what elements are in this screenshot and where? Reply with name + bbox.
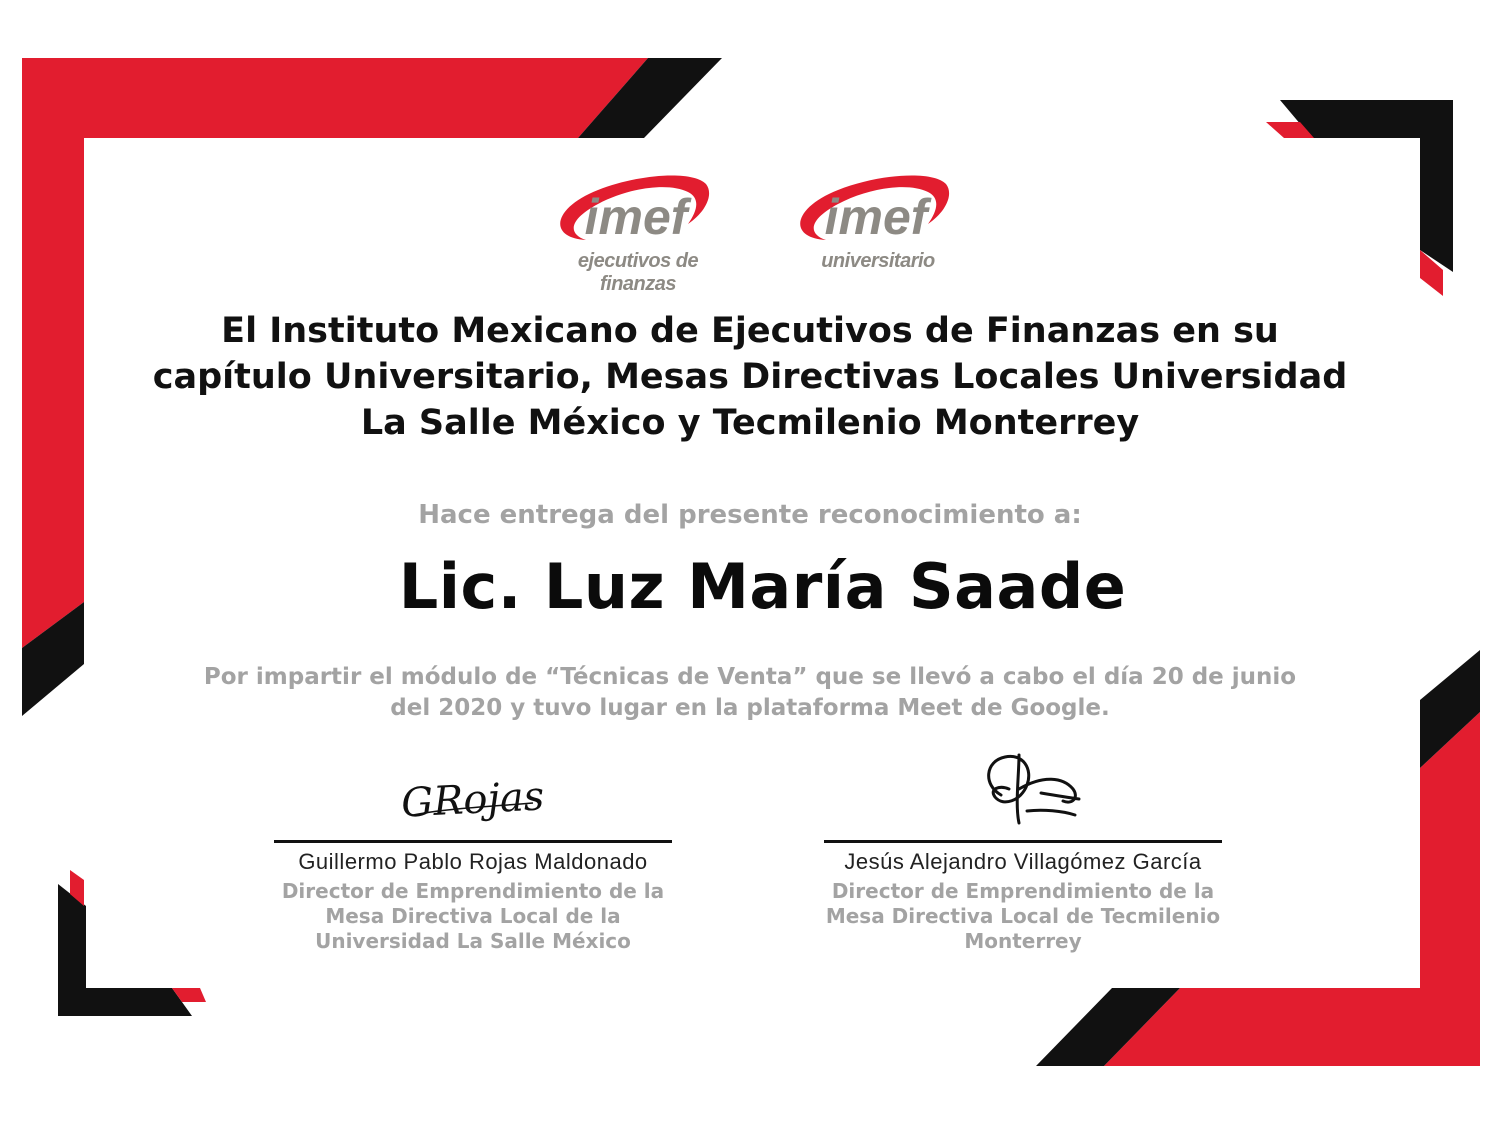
frame-top-right-black [1280, 100, 1453, 272]
logo-wordmark: imef [824, 189, 928, 245]
signature-line [824, 840, 1222, 843]
issuer-heading: El Instituto Mexicano de Ejecutivos de Finanzas en su capítulo Universitario, Mesas Directivas Locales Universidad La Salle México y Tecmilenio Monterrey [152, 311, 1348, 443]
signature-left [373, 745, 573, 840]
logo-subtitle: universitario [821, 250, 935, 272]
signatory-right [808, 745, 1238, 954]
imef-universitario-logo [778, 168, 978, 283]
logo-wordmark: imef [584, 189, 688, 245]
signature-line [274, 840, 672, 843]
imef-swoosh-icon [538, 168, 738, 258]
signature-right [923, 745, 1123, 840]
signatory-left [258, 745, 688, 954]
signatory-role: Director de Emprendimiento de la Mesa Directiva Local de Tecmilenio Monterrey [825, 879, 1221, 953]
recipient-name: Lic. Luz María Saade [398, 550, 1127, 623]
imef-ejecutivos-logo [538, 168, 738, 295]
frame-bottom-left-black [58, 884, 192, 1016]
signatory-name: Guillermo Pablo Rojas Maldonado [298, 849, 648, 874]
imef-swoosh-icon [778, 168, 978, 258]
reason-text: Por impartir el módulo de “Técnicas de Venta” que se llevó a cabo el día 20 de junio del 2020 y tuvo lugar en la plataforma Meet de Google. [203, 664, 1297, 721]
svg-text:GRojas: GRojas [400, 773, 546, 827]
presentation-line: Hace entrega del presente reconocimiento a: [418, 500, 1082, 530]
logo-subtitle: ejecutivos de finanzas [577, 250, 699, 295]
signatory-role: Director de Emprendimiento de la Mesa Directiva Local de la Universidad La Salle México [281, 879, 665, 953]
signatory-name: Jesús Alejandro Villagómez García [844, 849, 1202, 874]
